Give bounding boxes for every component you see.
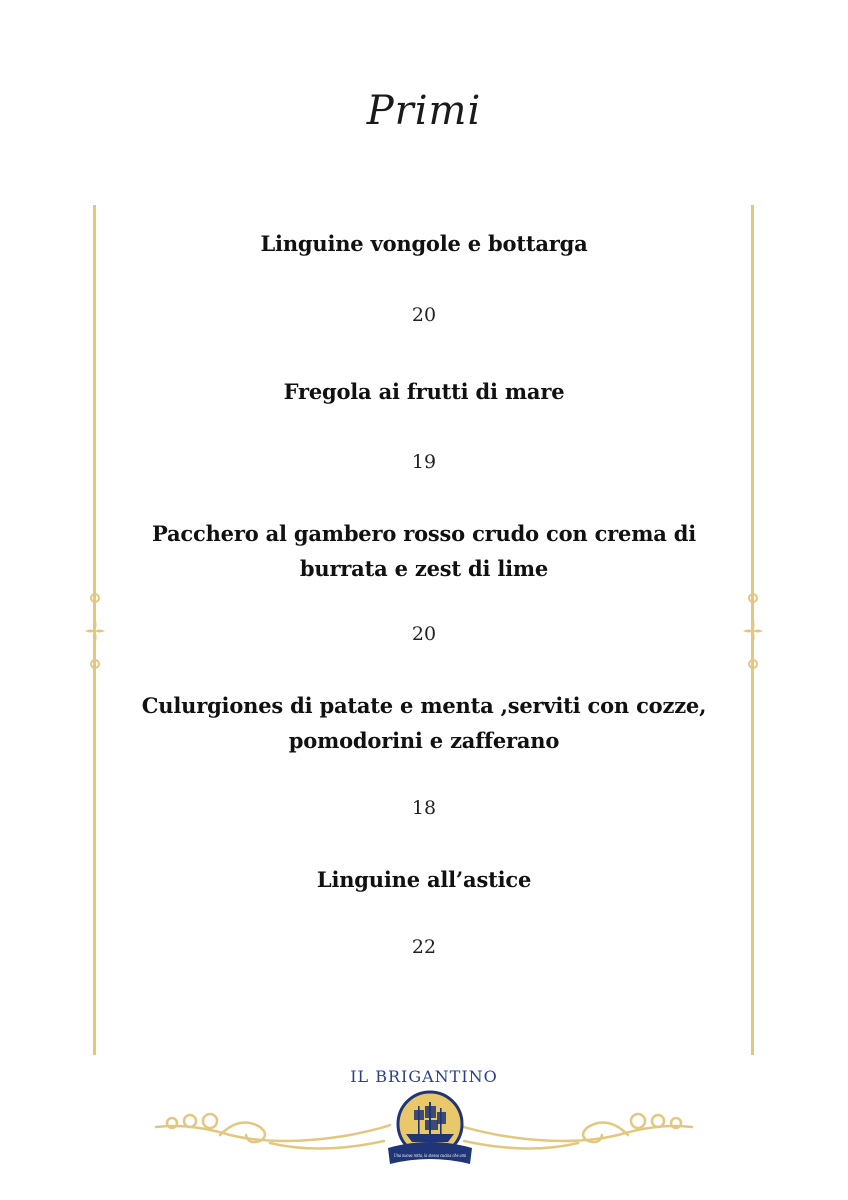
dish-name: Fregola ai frutti di mare [283, 379, 565, 404]
dish-price: 20 [411, 304, 437, 326]
menu-list [110, 226, 738, 959]
dish-name: Linguine vongole e bottarga [260, 231, 588, 256]
ship-emblem-icon [384, 1090, 476, 1170]
logo-tagline: Una nuova rotta, la stessa cucina che ami [394, 1153, 467, 1159]
fleur-ornament-icon [83, 586, 107, 676]
dish-name: Culurgiones di patate e menta ,serviti con cozze, pomodorini e zafferano [141, 693, 707, 753]
dish-name: Pacchero al gambero rosso crudo con crema di burrata e zest di lime [152, 521, 696, 581]
dish-price: 18 [411, 797, 437, 819]
dish-price: 20 [411, 623, 437, 645]
dish-name: Linguine all’astice [316, 867, 532, 892]
menu-item [110, 374, 738, 474]
menu-item [110, 688, 738, 820]
brand-name: IL BRIGANTINO [350, 1067, 498, 1086]
dish-price: 22 [411, 936, 437, 958]
menu-item [110, 862, 738, 959]
page-title: Primi [366, 88, 482, 134]
fleur-ornament-icon [741, 586, 765, 676]
menu-item [110, 226, 738, 327]
menu-item [110, 516, 738, 646]
dish-price: 19 [411, 451, 437, 473]
